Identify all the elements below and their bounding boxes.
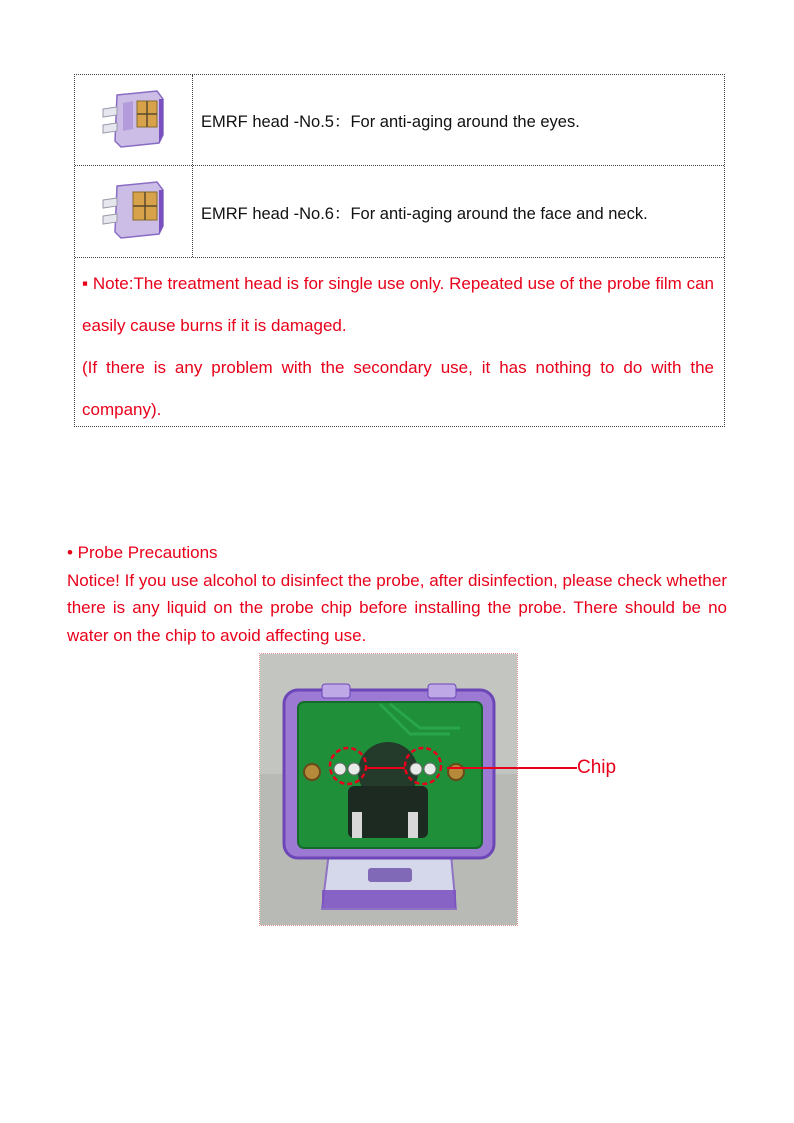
table-image-cell	[75, 166, 193, 257]
emrf-head-no6-image	[99, 176, 171, 246]
emrf-head-no5-text: EMRF head -No.5：For anti-aging around the eyes.	[201, 113, 580, 131]
probe-head-table	[74, 74, 725, 427]
note-line-1: ▪ Note:The treatment head is for single use only. Repeated use of the probe film can easily cause burns if it is damaged.	[82, 274, 714, 335]
probe-precautions	[67, 539, 727, 649]
emrf-head-no6-text: EMRF head -No.6：For anti-aging around the face and neck.	[201, 204, 648, 223]
table-row	[75, 75, 724, 166]
probe-chip-illustration	[260, 654, 517, 925]
note-line-2: (If there is any problem with the secondary use, it has nothing to do with the company).	[82, 358, 714, 419]
emrf-head-no5-image	[99, 85, 171, 155]
chip-pointer-line	[447, 767, 577, 769]
single-use-note	[82, 263, 714, 431]
precautions-heading: • Probe Precautions	[67, 543, 218, 562]
table-image-cell	[75, 75, 193, 165]
probe-chip-photo	[260, 654, 517, 925]
precautions-body: Notice! If you use alcohol to disinfect the probe, after disinfection, please check whether there is any liquid on the probe chip before installing the probe. There should be no water on the chip to avoid affecting use.	[67, 570, 727, 645]
table-note-row	[75, 258, 724, 428]
table-row	[75, 166, 724, 258]
chip-label: Chip	[577, 757, 617, 778]
